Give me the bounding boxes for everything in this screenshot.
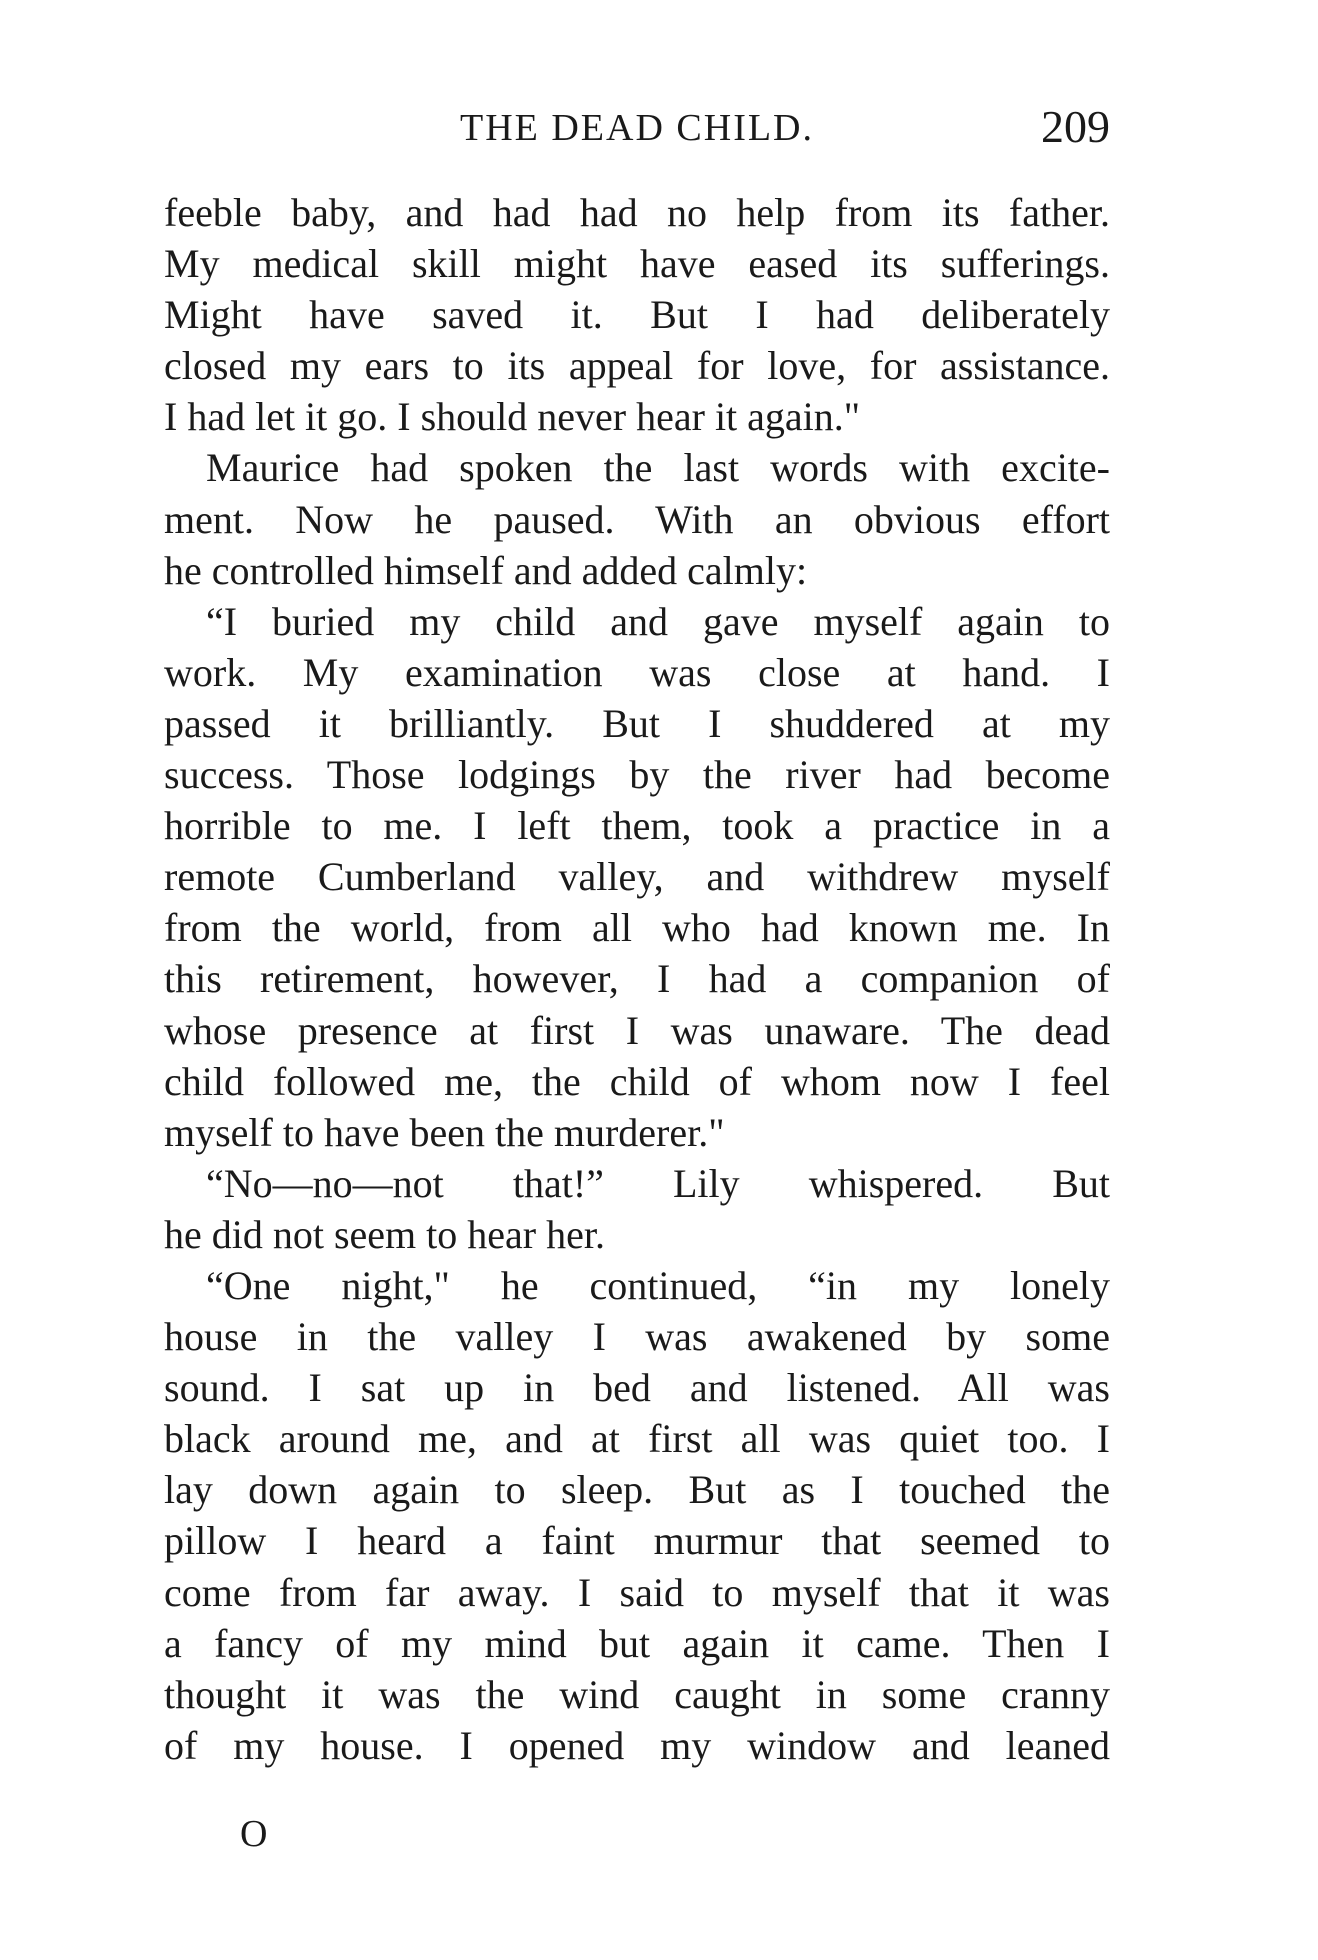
running-title: THE DEAD CHILD. bbox=[460, 107, 815, 149]
text-line: My medical skill might have eased its sufferings. bbox=[164, 241, 1110, 287]
body-text bbox=[164, 187, 1110, 1771]
text-line: remote Cumberland valley, and withdrew myself bbox=[164, 854, 1110, 900]
text-line: “One night," he continued, “in my lonely bbox=[206, 1262, 1110, 1308]
text-line: of my house. I opened my window and leaned bbox=[164, 1722, 1110, 1768]
text-line: pillow I heard a faint murmur that seemed to bbox=[164, 1518, 1110, 1564]
text-line: feeble baby, and had had no help from its father. bbox=[164, 190, 1110, 235]
text-line: he controlled himself and added calmly: bbox=[164, 547, 808, 593]
text-line: Might have saved it. But I had deliberately bbox=[164, 292, 1110, 338]
text-line: “I buried my child and gave myself again to bbox=[206, 598, 1110, 644]
page-number: 209 bbox=[1041, 101, 1110, 152]
text-line: “No—no—not that!” Lily whispered. But bbox=[206, 1160, 1110, 1206]
text-line: whose presence at first I was unaware. The dead bbox=[164, 1007, 1110, 1053]
text-line: lay down again to sleep. But as I touched the bbox=[164, 1467, 1110, 1513]
text-line: myself to have been the murderer." bbox=[164, 1109, 725, 1155]
text-line: from the world, from all who had known me. In bbox=[164, 905, 1110, 951]
text-line: house in the valley I was awakened by some bbox=[164, 1314, 1110, 1360]
text-line: ment. Now he paused. With an obvious effort bbox=[164, 496, 1110, 542]
text-line: a fancy of my mind but again it came. Then I bbox=[164, 1620, 1110, 1666]
text-line: black around me, and at first all was quiet too. I bbox=[164, 1416, 1110, 1462]
text-line: Maurice had spoken the last words with excite- bbox=[206, 445, 1110, 491]
text-line: this retirement, however, I had a companion of bbox=[164, 956, 1110, 1002]
text-line: work. My examination was close at hand. I bbox=[164, 649, 1110, 695]
text-line: come from far away. I said to myself that it was bbox=[164, 1569, 1110, 1615]
text-line: child followed me, the child of whom now I feel bbox=[164, 1058, 1110, 1104]
text-line: passed it brilliantly. But I shuddered at my bbox=[164, 700, 1110, 746]
text-line: sound. I sat up in bed and listened. All was bbox=[164, 1365, 1110, 1411]
signature-mark: O bbox=[240, 1813, 268, 1855]
text-line: thought it was the wind caught in some cranny bbox=[164, 1671, 1110, 1717]
text-line: horrible to me. I left them, took a practice in a bbox=[164, 803, 1110, 849]
running-head bbox=[165, 100, 1125, 160]
text-line: he did not seem to hear her. bbox=[164, 1211, 605, 1257]
text-line: I had let it go. I should never hear it again." bbox=[164, 394, 861, 440]
text-line: closed my ears to its appeal for love, for assistance. bbox=[164, 343, 1110, 389]
text-line: success. Those lodgings by the river had become bbox=[164, 752, 1110, 798]
